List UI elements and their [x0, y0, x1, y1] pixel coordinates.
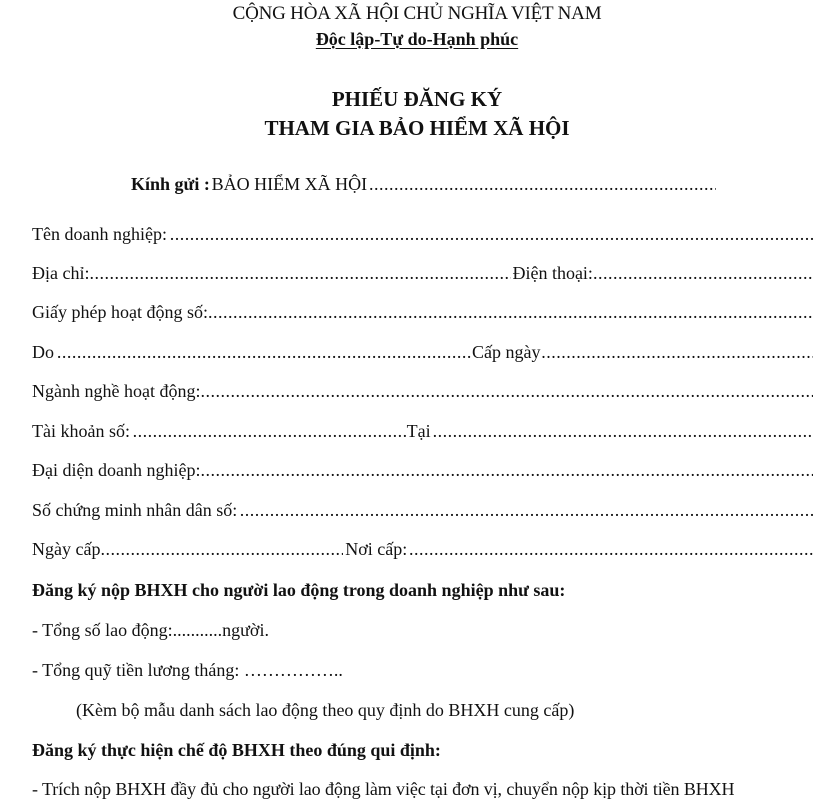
id-number-row	[32, 500, 813, 526]
recipient-line	[131, 174, 716, 195]
phone-field[interactable]	[593, 263, 813, 284]
id-issue-row	[32, 539, 813, 565]
bank-account-row	[32, 421, 813, 447]
account-label: Tài khoản số:	[32, 421, 130, 441]
id-issue-date-field[interactable]	[100, 539, 343, 560]
phone-label: Điện thoại:	[512, 263, 593, 283]
section-2-item-1: - Trích nộp BHXH đầy đủ cho người lao động làm việc tại đơn vị, chuyển nộp kịp thời tiền BHXH	[32, 779, 735, 799]
issue-date-field[interactable]	[541, 342, 813, 363]
total-salary-row	[32, 660, 343, 681]
issued-by-field[interactable]	[57, 342, 471, 363]
total-workers-label: - Tổng số lao động:	[32, 620, 173, 640]
business-sector-row	[32, 381, 813, 407]
business-sector-label: Ngành nghề hoạt động:	[32, 381, 201, 401]
total-salary-label: - Tổng quỹ tiền lương tháng:	[32, 660, 240, 680]
account-field[interactable]	[133, 421, 406, 442]
form-title-line-1: PHIẾU ĐĂNG KÝ	[331, 87, 503, 111]
recipient-fill-field[interactable]	[369, 174, 716, 195]
id-issue-place-field[interactable]	[409, 539, 813, 560]
id-number-field[interactable]	[240, 500, 813, 521]
id-number-label: Số chứng minh nhân dân số:	[32, 500, 238, 520]
company-name-label: Tên doanh nghiệp:	[32, 224, 167, 244]
recipient-label: Kính gửi :	[131, 174, 210, 194]
total-workers-row	[32, 620, 269, 641]
id-issue-place-label: Nơi cấp:	[345, 539, 408, 559]
motto: Độc lập-Tự do-Hạnh phúc	[315, 29, 519, 49]
address-field[interactable]	[89, 263, 511, 284]
attachment-note: (Kèm bộ mẫu danh sách lao động theo quy định do BHXH cung cấp)	[76, 700, 575, 720]
issued-by-label: Do	[32, 342, 54, 362]
total-workers-field[interactable]: ...........	[172, 620, 223, 640]
section-1-heading: Đăng ký nộp BHXH cho người lao động trong doanh nghiệp như sau:	[32, 580, 566, 600]
section-2-heading: Đăng ký thực hiện chế độ BHXH theo đúng qui định:	[32, 740, 441, 760]
bank-label: Tại	[406, 421, 431, 441]
address-label: Địa chỉ:	[32, 263, 90, 283]
id-issue-date-label: Ngày cấp	[32, 539, 101, 559]
issue-date-label: Cấp ngày	[472, 342, 541, 362]
total-workers-unit: người.	[222, 620, 269, 640]
company-name-field[interactable]	[170, 224, 813, 245]
issued-by-row	[32, 342, 813, 368]
business-sector-field[interactable]	[200, 381, 813, 402]
nation-heading: CỘNG HÒA XÃ HỘI CHỦ NGHĨA VIỆT NAM	[232, 3, 602, 24]
form-title-line-2: THAM GIA BẢO HIỂM XÃ HỘI	[264, 116, 570, 140]
company-name-row	[32, 224, 813, 250]
representative-field[interactable]	[200, 460, 813, 481]
license-label: Giấy phép hoạt động số:	[32, 302, 208, 322]
recipient-value: BẢO HIỂM XÃ HỘI	[211, 174, 368, 194]
total-salary-field[interactable]: ……………..	[243, 660, 343, 680]
license-row	[32, 302, 813, 328]
address-row	[32, 263, 813, 289]
license-field[interactable]	[208, 302, 813, 323]
bank-field[interactable]	[433, 421, 813, 442]
representative-row	[32, 460, 813, 486]
representative-label: Đại diện doanh nghiệp:	[32, 460, 201, 480]
